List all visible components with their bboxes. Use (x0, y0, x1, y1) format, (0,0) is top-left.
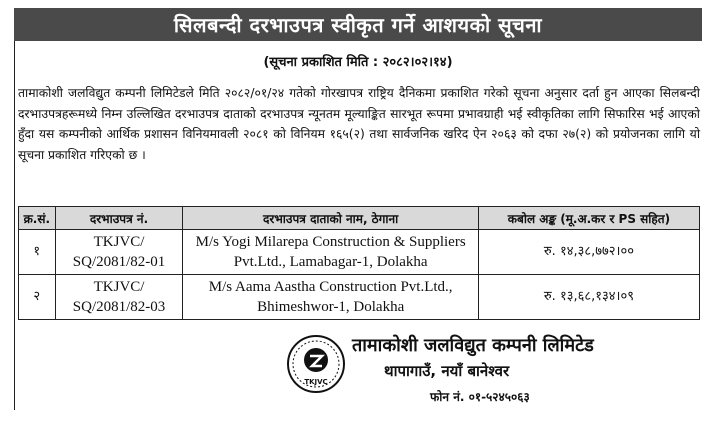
header-bid-no: दरभाउपत्र नं. (55, 207, 183, 230)
row-bid-no: TKJVC/ SQ/2081/82-01 (55, 230, 183, 275)
table-row (19, 230, 700, 275)
bid-table (18, 206, 700, 320)
row-bid-no: TKJVC/ SQ/2081/82-03 (55, 275, 183, 320)
publish-date: (सूचना प्रकाशित मिति : २०८२।०२।१४) (263, 55, 453, 70)
row-amount: रु. १४,३८,७७२।०० (478, 230, 699, 275)
logo-text: TKJVC (304, 378, 328, 386)
table-header-row (19, 207, 700, 230)
notice-title: सिलबन्दी दरभाउपत्र स्वीकृत गर्ने आशयको सूचना (14, 8, 702, 41)
header-sn: क्र.सं. (19, 207, 56, 230)
company-logo (286, 334, 346, 394)
row-amount: रु. १३,६८,१३४।०९ (478, 275, 699, 320)
row-bidder: M/s Aama Aastha Construction Pvt.Ltd., Bhimeshwor-1, Dolakha (183, 275, 478, 320)
header-bidder: दरभाउपत्र दाताको नाम, ठेगाना (183, 207, 478, 230)
footer-phone: फोन नं. ०१-५२४५०६३ (430, 390, 530, 404)
footer-company-name: तामाकोशी जलविद्युत कम्पनी लिमिटेड (352, 335, 594, 356)
notice-body: तामाकोशी जलविद्युत कम्पनी लिमिटेडले मिति २०८२/०१/२४ गतेको गोरखापत्र राष्ट्रिय दैनिकमा प्रकाशित गरेको सूचना अनुसार दर्ता हुन आएका सिलबन्दी दरभाउपत्रहरूमध्ये निम्न उल्लिखित दरभाउपत्र दाताको दरभाउपत्र न्यूनतम मूल्याङ्कित सारभूत रूपमा प्रभावग्राही भई स्वीकृतिका लागि सिफारिस भई आएको हुँदा यस कम्पनीको आर्थिक प्रशासन विनियमावली २०८१ को विनियम १६५(२) तथा सार्वजनिक खरिद ऐन २०६३ को दफा २७(२) को प्रयोजनका लागि यो सूचना प्रकाशित गरिएको छ । (18, 86, 700, 162)
table-row (19, 275, 700, 320)
row-sn: १ (19, 230, 56, 275)
row-bidder: M/s Yogi Milarepa Construction & Suppliers Pvt.Ltd., Lamabagar-1, Dolakha (183, 230, 478, 275)
row-sn: २ (19, 275, 56, 320)
footer-address: थापागाउँ, नयाँ बानेश्वर (384, 362, 510, 380)
header-amount: कबोल अङ्क (मू.अ.कर र PS सहित) (478, 207, 699, 230)
